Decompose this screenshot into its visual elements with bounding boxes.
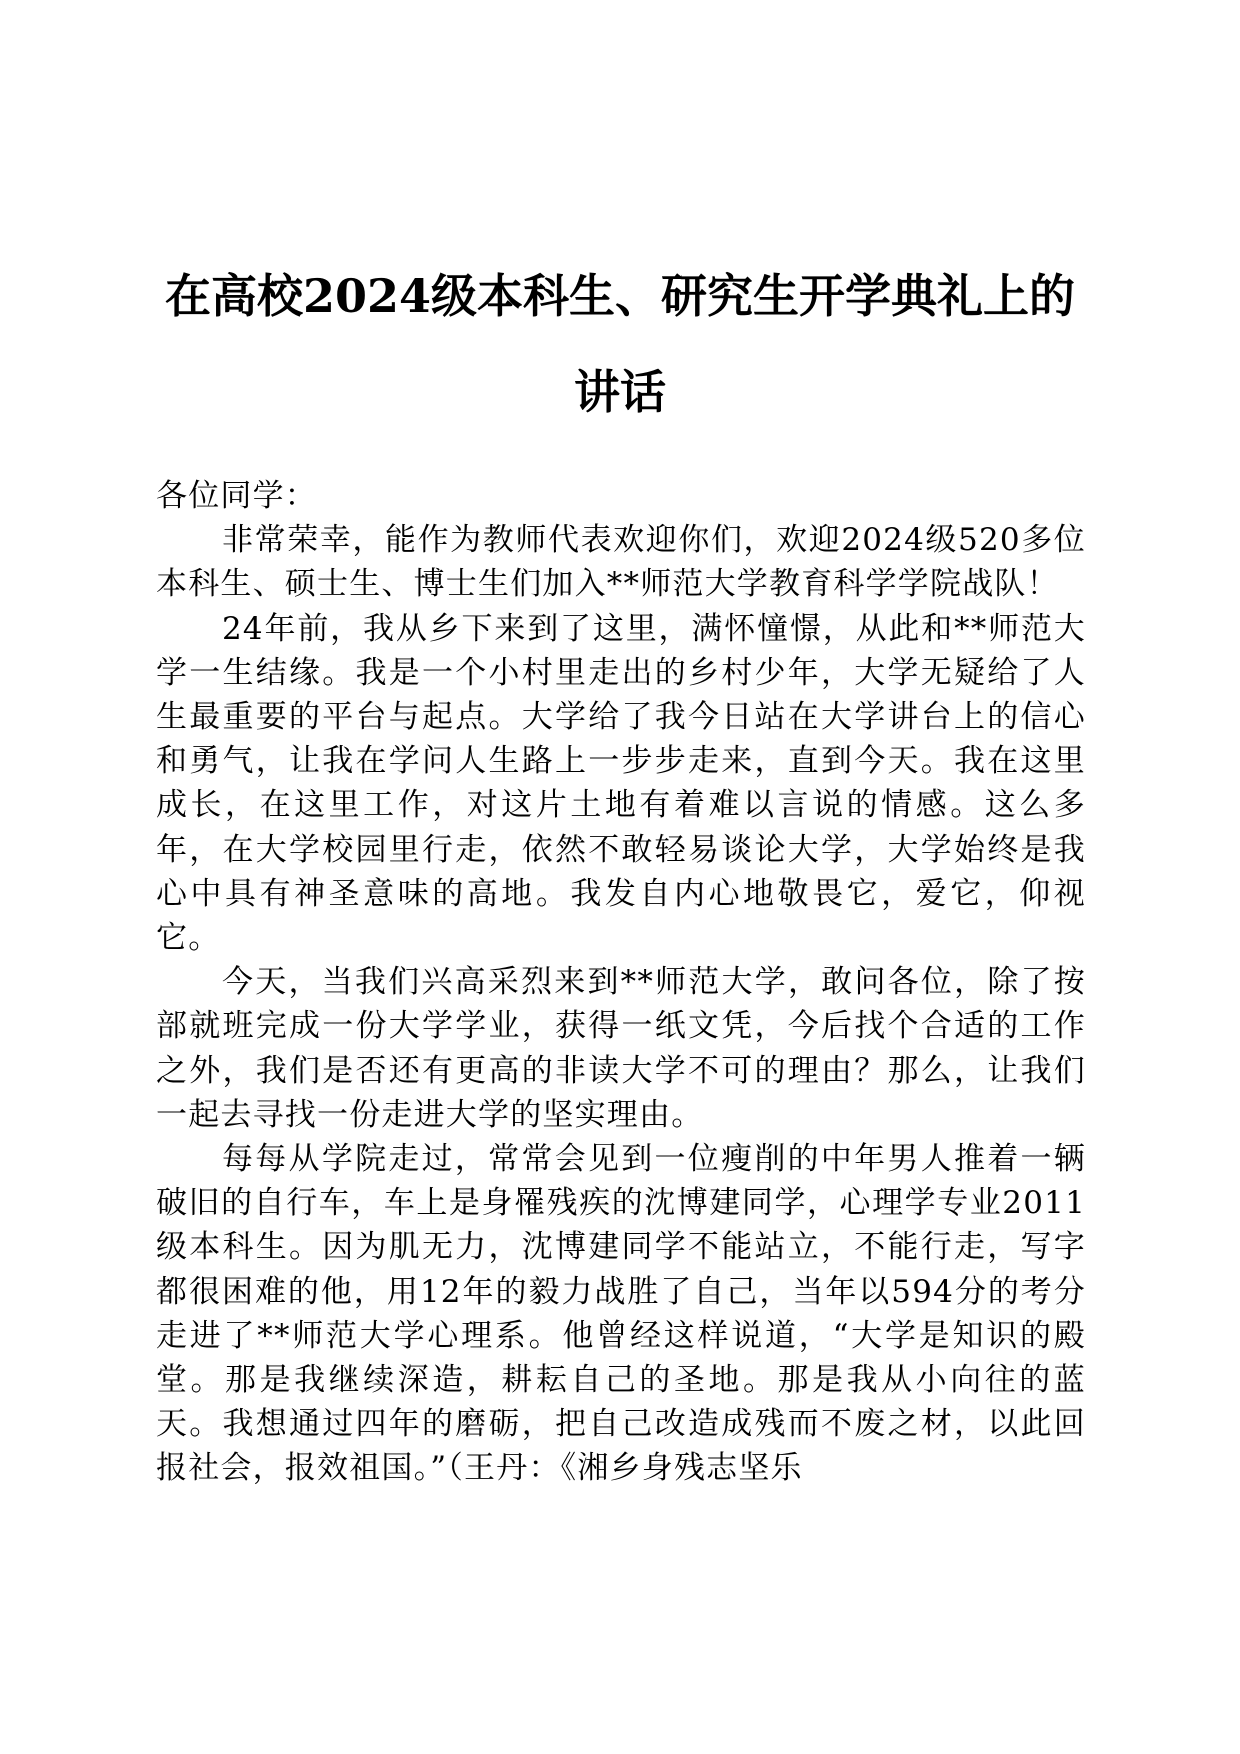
document-title: 在高校2024级本科生、研究生开学典礼上的讲话 [164, 269, 1076, 419]
paragraph-3: 今天，当我们兴高采烈来到**师范大学，敢问各位，除了按部就班完成一份大学学业，获得一纸文凭，今后找个合适的工作之外，我们是否还有更高的非读大学不可的理由？那么，让我们一起去寻找一份走进大学的坚实理由。 [156, 964, 1086, 1133]
paragraph-1: 非常荣幸，能作为教师代表欢迎你们，欢迎2024级520多位本科生、硕士生、博士生们加入**师范大学教育科学学院战队！ [156, 522, 1086, 603]
paragraph-4: 每每从学院走过，常常会见到一位瘦削的中年男人推着一辆破旧的自行车，车上是身罹残疾的沈博建同学，心理学专业2011级本科生。因为肌无力，沈博建同学不能站立，不能行走，写字都很困难的他，用12年的毅力战胜了自己，当年以594分的考分走进了**师范大学心理系。他曾经这样说道，“大学是知识的殿堂。那是我继续深造，耕耘自己的圣地。那是我从小向往的蓝天。我想通过四年的磨砺，把自己改造成残而不废之材，以此回报社会，报效祖国。”（王丹：《湘乡身残志坚乐 [156, 1141, 1086, 1487]
paragraph-2: 24年前，我从乡下来到了这里，满怀憧憬，从此和**师范大学一生结缘。我是一个小村里走出的乡村少年，大学无疑给了人生最重要的平台与起点。大学给了我今日站在大学讲台上的信心和勇气，让我在学问人生路上一步步走来，直到今天。我在这里成长，在这里工作，对这片土地有着难以言说的情感。这么多年，在大学校园里行走，依然不敢轻易谈论大学，大学始终是我心中具有神圣意味的高地。我发自内心地敬畏它，爱它，仰视它。 [156, 610, 1086, 957]
salutation: 各位同学： [156, 478, 317, 514]
document-body [156, 474, 1086, 1491]
